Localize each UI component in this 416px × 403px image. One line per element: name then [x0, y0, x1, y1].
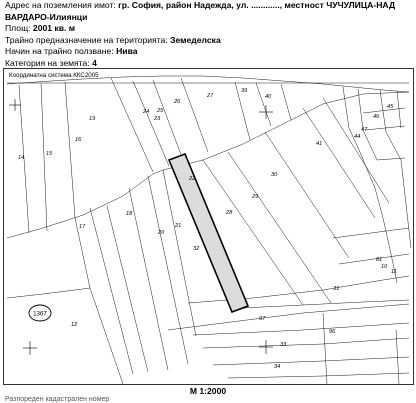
parcel-number-21: 21 — [175, 223, 182, 229]
parcel-number-23: 23 — [154, 116, 161, 122]
parcel-number-31: 31 — [333, 286, 340, 292]
parcel-number-16: 16 — [75, 137, 82, 143]
parcel-number-81: 81 — [376, 257, 383, 263]
area-row — [5, 23, 413, 35]
usage-row — [5, 46, 413, 58]
purpose-row — [5, 35, 413, 47]
parcel-number-19: 19 — [89, 116, 96, 122]
parcel-number-29: 29 — [252, 194, 259, 200]
area-label: Площ: — [5, 23, 31, 34]
property-info — [5, 0, 413, 70]
parcel-number-22: 22 — [189, 176, 196, 182]
category-value: 4 — [92, 57, 97, 68]
parcel-number-10: 10 — [381, 264, 388, 270]
purpose-value: Земеделска — [170, 34, 221, 45]
parcel-number-18: 18 — [126, 211, 133, 217]
parcel-number-27: 27 — [207, 93, 214, 99]
area-value: 2001 кв. м — [32, 23, 76, 34]
parcel-number-30: 30 — [271, 172, 278, 178]
parcel-number-44: 44 — [354, 134, 361, 140]
address-value: гр. София, район Надежда, ул. ............, местност ЧУЧУЛИЦА-НАД ВАРДАРО-Илиянци — [5, 0, 396, 22]
parcel-number-46: 46 — [373, 114, 380, 120]
parcel-number-28: 28 — [226, 210, 233, 216]
usage-value: Нива — [116, 46, 138, 57]
parcel-number-45: 45 — [387, 104, 394, 110]
parcel-number-47: 47 — [361, 127, 368, 133]
parcel-number-41: 41 — [316, 141, 323, 147]
parcel-number-33: 33 — [280, 342, 287, 348]
parcel-number-15: 15 — [46, 151, 53, 157]
parcel-number-11: 11 — [391, 269, 397, 275]
parcel-number-20: 20 — [158, 230, 165, 236]
map-scale: М 1:2000 — [189, 386, 227, 396]
map-svg — [3, 68, 414, 385]
purpose-label: Трайно предназначение на територията: — [5, 34, 168, 45]
parcel-number-14: 14 — [18, 155, 25, 161]
coord-system-label: Координатна система ККС2005 — [9, 72, 99, 79]
address-row — [5, 0, 413, 23]
parcel-number-32: 32 — [193, 246, 200, 252]
parcel-number-25: 25 — [157, 108, 164, 114]
usage-label: Начин на трайно ползване: — [5, 46, 114, 57]
category-label: Категория на земята: — [5, 57, 90, 68]
parcel-number-40: 40 — [265, 94, 272, 100]
parcel-number-97: 97 — [259, 316, 266, 322]
parcel-number-12: 12 — [71, 322, 78, 328]
address-label: Адрес на поземления имот: — [5, 0, 116, 10]
parcel-number-39: 39 — [241, 88, 248, 94]
cut-off-caption: Разпореден кадастрален номер — [5, 396, 110, 403]
parcel-number-17: 17 — [79, 224, 86, 230]
parcel-number-24: 24 — [143, 109, 150, 115]
parcel-number-26: 26 — [174, 99, 181, 105]
parcel-number-34: 34 — [274, 364, 281, 370]
parcel-number-96: 96 — [329, 329, 336, 335]
cadastral-map — [3, 68, 414, 385]
sheet-badge: 1367 — [33, 310, 47, 318]
